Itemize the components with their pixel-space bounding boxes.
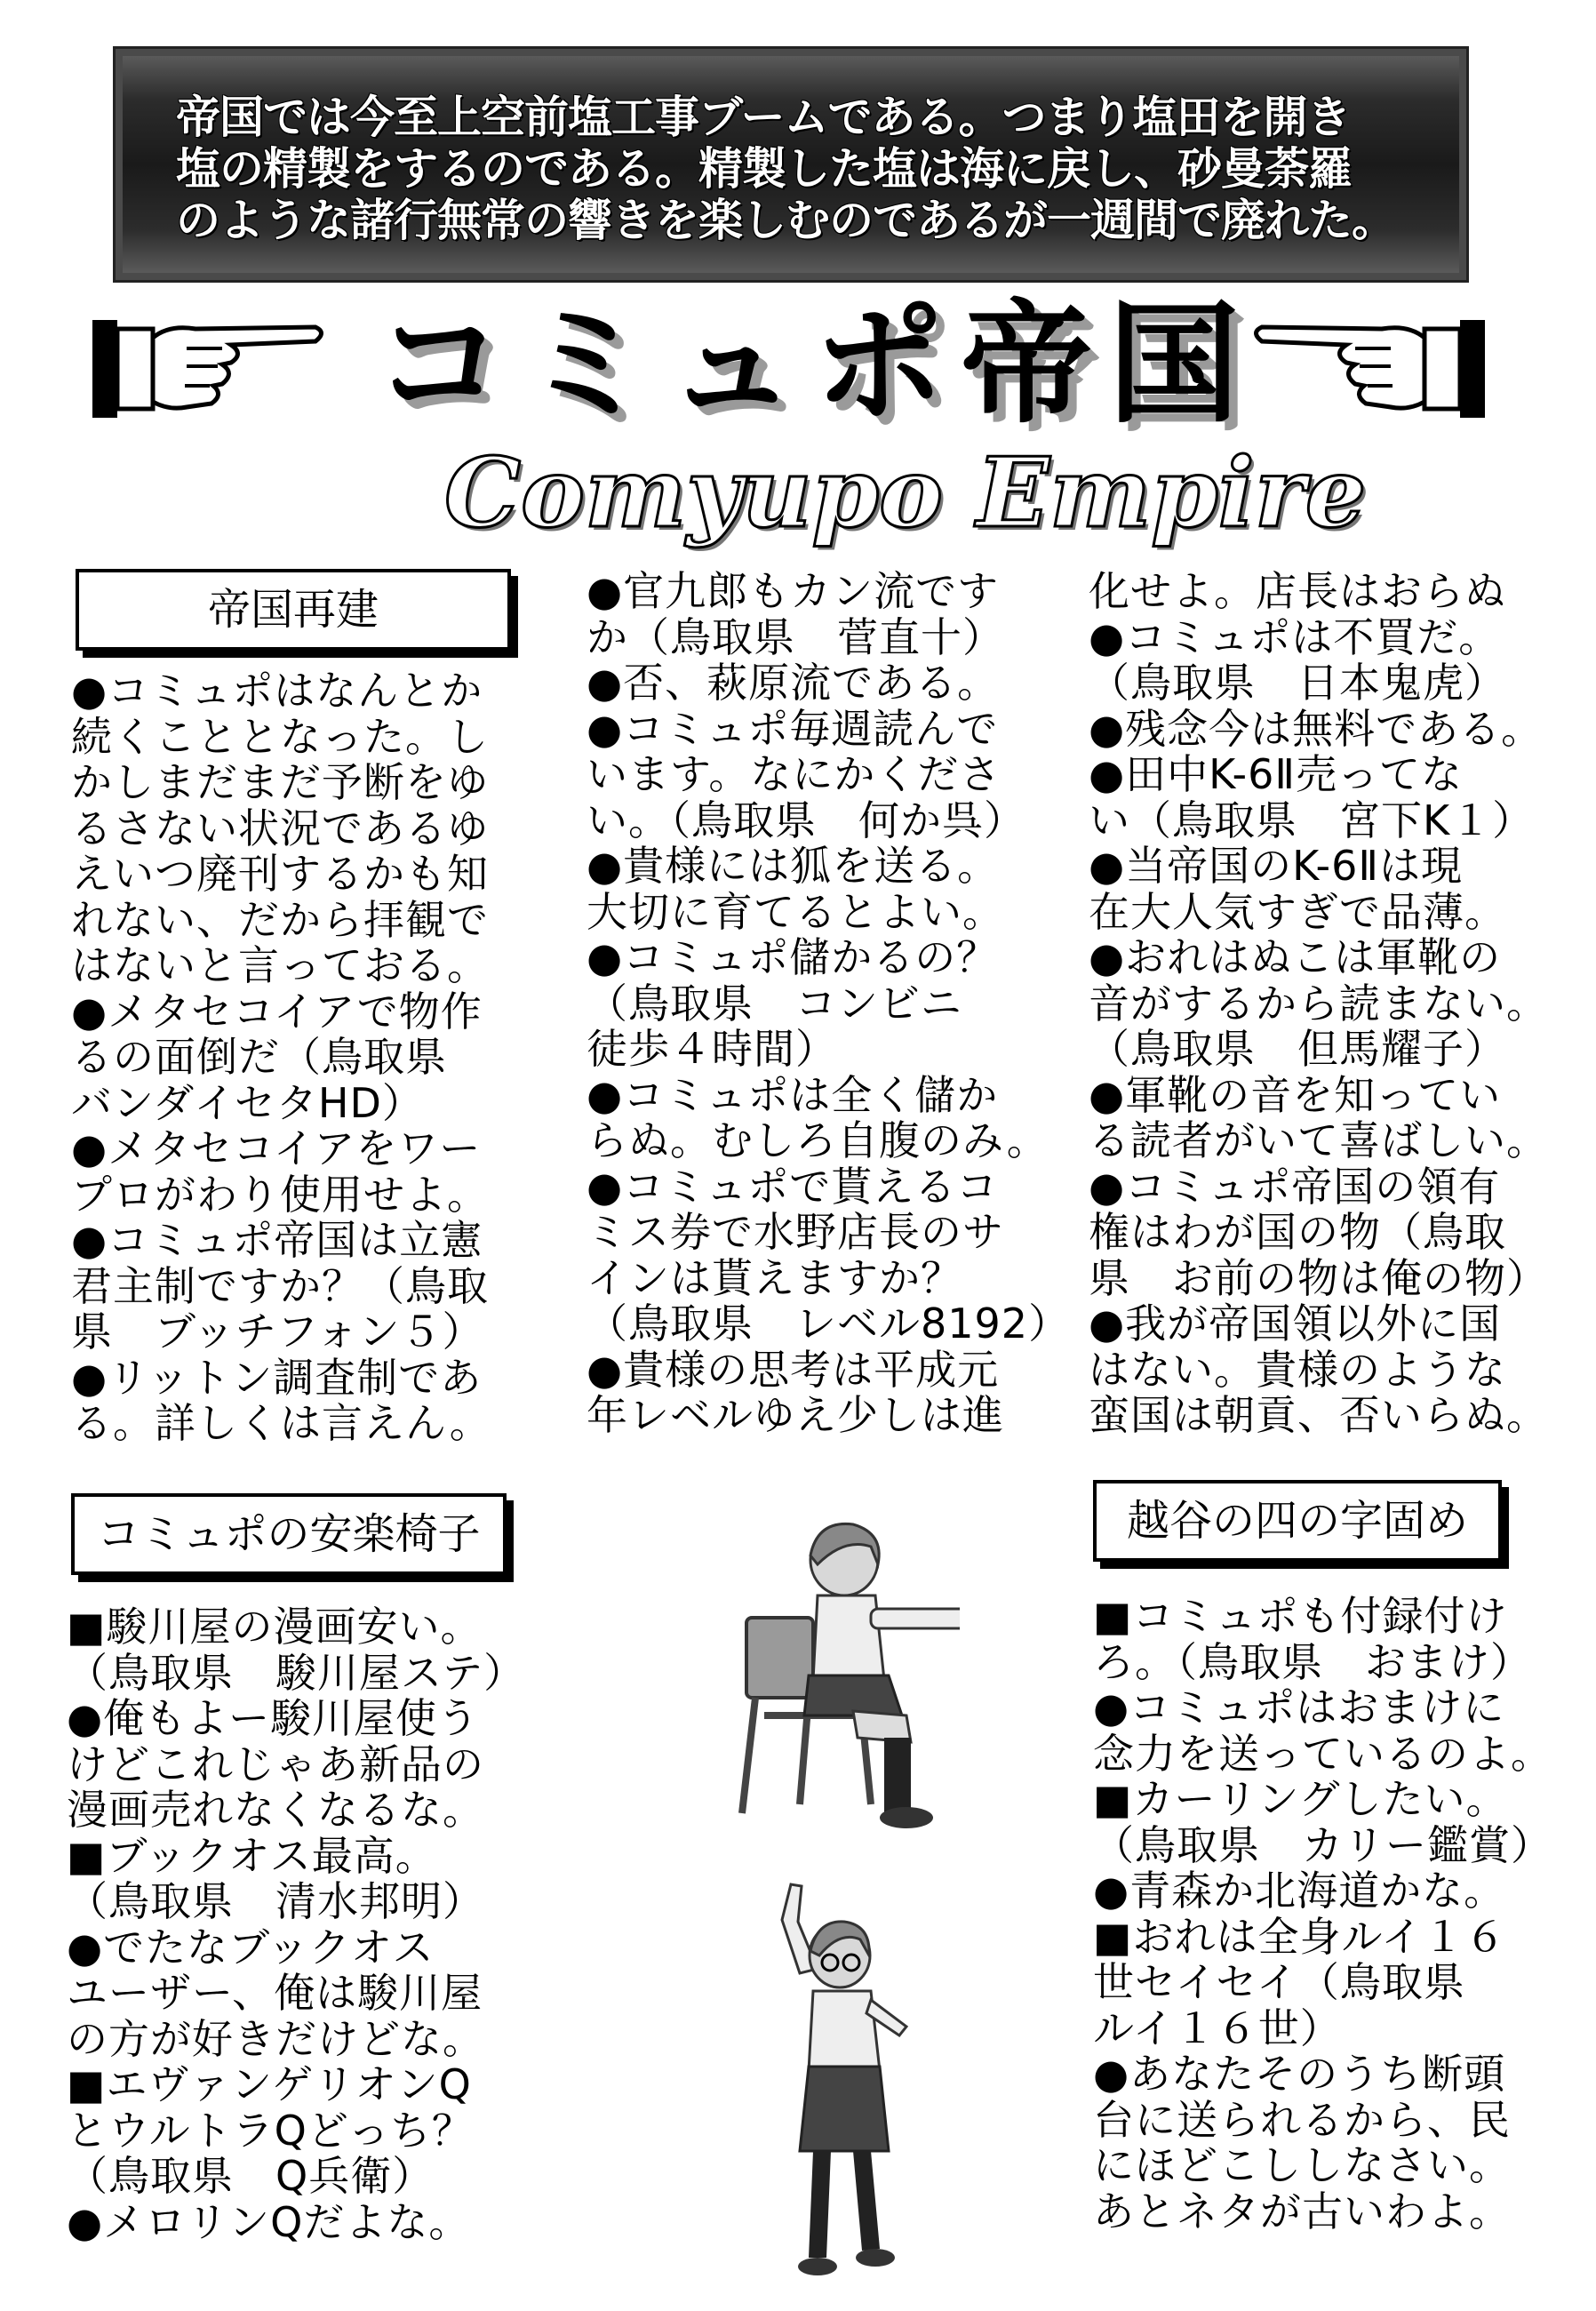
text-line: らぬ。むしろ自腹のみ。 xyxy=(587,1116,1049,1164)
pointing-hand-right-icon xyxy=(89,302,329,427)
text-line: ●コミュポはなんとか xyxy=(71,667,483,715)
text-line: ■おれは全身ルイ１６ xyxy=(1093,1912,1507,1961)
text-line: ●おれはぬこは軍靴の xyxy=(1089,933,1502,981)
text-line: ●当帝国のK-6Ⅱは現 xyxy=(1089,842,1463,890)
text-line: ●俺もよー駿川屋使う xyxy=(67,1694,480,1742)
column-koshigaya xyxy=(1093,1594,1573,2235)
text-line: 続くこととなった。し xyxy=(71,712,489,761)
text-line: （鳥取県 レベル8192） xyxy=(587,1299,1071,1347)
text-line: います。なにかくださ xyxy=(587,750,1001,798)
text-line: 化せよ。店長はおらぬ xyxy=(1089,567,1506,615)
text-line: ●コミュポ毎週読んで xyxy=(587,704,999,753)
text-line: ●田中K-6Ⅱ売ってな xyxy=(1089,750,1463,798)
text-line: 台に送られるから、民 xyxy=(1093,2095,1511,2144)
text-line: か（鳥取県 菅直十） xyxy=(587,612,1004,661)
text-line: ■駿川屋の漫画安い。 xyxy=(67,1603,483,1651)
text-line: ●コミュポ帝国は立憲 xyxy=(71,1216,483,1264)
text-line: 大切に育てるとよい。 xyxy=(587,887,1004,936)
text-line: ●でたなブックオス xyxy=(67,1923,435,1971)
text-line: ●リットン調査制であ xyxy=(71,1353,483,1402)
text-line: ●コミュポは不買だ。 xyxy=(1089,612,1501,661)
title-row xyxy=(0,288,1596,444)
intro-line: 帝国では今至上空前塩工事ブームである。つまり塩田を開き xyxy=(176,92,1351,143)
section-heading-armchair: コミュポの安楽椅子 xyxy=(71,1493,507,1575)
text-line: 世セイセイ（鳥取県 xyxy=(1093,1958,1465,2006)
text-line: えいつ廃刊するかも知 xyxy=(71,850,489,898)
text-line: 念力を送っているのよ。 xyxy=(1093,1729,1552,1778)
text-line: （鳥取県 但馬耀子） xyxy=(1089,1025,1506,1073)
text-line: ●メタセコイアで物作 xyxy=(71,987,483,1036)
text-line: ●コミュポ儲かるの？ xyxy=(587,933,999,981)
text-line: ●貴様の思考は平成元 xyxy=(587,1345,1000,1394)
text-line: ●コミュポは全く儲か xyxy=(587,1070,999,1119)
text-line: 君主制ですか？（鳥取 xyxy=(71,1261,489,1310)
text-line: プロがわり使用せよ。 xyxy=(71,1170,489,1219)
text-line: ルイ１６世） xyxy=(1093,2003,1342,2052)
text-line: （鳥取県 コンビニ xyxy=(587,979,962,1028)
text-line: る読者がいて喜ばしい。 xyxy=(1089,1116,1548,1164)
text-line: あとネタが古いわよ。 xyxy=(1093,2187,1511,2235)
intro-banner xyxy=(116,49,1466,280)
text-line: 音がするから読まない。 xyxy=(1089,979,1548,1028)
text-line: ●コミュポで貰えるコ xyxy=(587,1162,999,1211)
girl-with-glasses-illustration xyxy=(746,1867,942,2293)
text-line: はない。貴様のような xyxy=(1089,1345,1506,1394)
text-line: ●我が帝国領以外に国 xyxy=(1089,1299,1502,1347)
text-line: ●コミュポはおまけに xyxy=(1093,1683,1505,1731)
text-line: ミス券で水野店長のサ xyxy=(587,1208,1004,1256)
pointing-hand-left-icon xyxy=(1249,302,1488,427)
text-line: 漫画売れなくなるな。 xyxy=(67,1786,484,1834)
text-line: （鳥取県 カリー鑑賞） xyxy=(1093,1820,1552,1869)
intro-line: 塩の精製をするのである。精製した塩は海に戻し、砂曼荼羅 xyxy=(176,143,1352,195)
text-line: るさない状況であるゆ xyxy=(71,804,489,852)
text-line: ■カーリングしたい。 xyxy=(1093,1775,1508,1823)
page-subtitle: Comyupo Empire xyxy=(444,437,1367,549)
text-line: （鳥取県 Q兵衛） xyxy=(67,2152,435,2200)
text-line: 県 お前の物は俺の物） xyxy=(1089,1253,1548,1302)
text-line: ●残念今は無料である。 xyxy=(1089,704,1544,753)
section-heading-koshigaya: 越谷の四の字固め xyxy=(1093,1480,1502,1562)
text-line: ●コミュポ帝国の領有 xyxy=(1089,1162,1501,1211)
text-line: るの面倒だ（鳥取県 xyxy=(71,1033,447,1081)
text-line: ●あなたそのうち断頭 xyxy=(1093,2050,1506,2098)
text-line: 蛮国は朝貢、否いらぬ。 xyxy=(1089,1391,1548,1439)
text-line: れない、だから拝観で xyxy=(71,895,489,944)
text-line: ●メロリンQだよな。 xyxy=(67,2197,471,2246)
text-line: ●否、萩原流である。 xyxy=(587,659,1000,707)
text-line: ユーザー、俺は駿川屋 xyxy=(67,1969,483,2017)
text-line: 在大人気すぎで品薄。 xyxy=(1089,887,1506,936)
column-middle xyxy=(587,567,1071,1439)
text-line: ●メタセコイアをワー xyxy=(71,1124,482,1172)
text-line: ■エヴァンゲリオンQ xyxy=(67,2060,472,2108)
text-line: （鳥取県 日本鬼虎） xyxy=(1089,659,1506,707)
text-line: い。（鳥取県 何か呉） xyxy=(587,796,1025,844)
intro-line: のような諸行無常の響きを楽しむのであるが一週間で廃れた。 xyxy=(176,195,1395,246)
text-line: 年レベルゆえ少しは進 xyxy=(587,1391,1004,1439)
column-right xyxy=(1089,569,1568,1439)
page-title: コミュポ帝国 xyxy=(373,288,1257,441)
text-line: バンダイセタHD） xyxy=(71,1078,424,1127)
text-line: 権はわが国の物（鳥取 xyxy=(1089,1208,1506,1256)
text-line: 徒歩４時間） xyxy=(587,1025,837,1073)
text-line: ■コミュポも付録付け xyxy=(1093,1592,1508,1640)
column-rebuild xyxy=(71,668,533,1447)
text-line: 県 ブッチフォン５） xyxy=(71,1307,484,1355)
text-line: はないと言っておる。 xyxy=(71,941,489,989)
text-line: ■ブックオス最高。 xyxy=(67,1831,437,1880)
girl-on-chair-illustration xyxy=(729,1511,960,1867)
text-line: とウルトラQどっち？ xyxy=(67,2106,474,2155)
text-line: ●貴様には狐を送る。 xyxy=(587,842,1000,890)
text-line: い（鳥取県 宮下K１） xyxy=(1089,796,1535,844)
text-line: にほどこししなさい。 xyxy=(1093,2141,1511,2189)
text-line: かしまだまだ予断をゆ xyxy=(71,758,489,806)
text-line: ●官九郎もカン流です xyxy=(587,567,1000,615)
text-line: ろ。（鳥取県 おまけ） xyxy=(1093,1637,1532,1686)
text-line: ●青森か北海道かな。 xyxy=(1093,1867,1506,1915)
text-line: インは貰えますか？ xyxy=(587,1253,962,1302)
text-line: の方が好きだけどな。 xyxy=(67,2014,484,2063)
text-line: ●軍靴の音を知ってい xyxy=(1089,1070,1502,1119)
section-heading-rebuild: 帝国再建 xyxy=(76,569,511,651)
text-line: る。詳しくは言えん。 xyxy=(71,1399,491,1447)
column-armchair xyxy=(67,1604,538,2245)
text-line: （鳥取県 駿川屋ステ） xyxy=(67,1648,526,1697)
text-line: けどこれじゃあ新品の xyxy=(67,1739,484,1788)
text-line: （鳥取県 清水邦明） xyxy=(67,1877,484,1925)
